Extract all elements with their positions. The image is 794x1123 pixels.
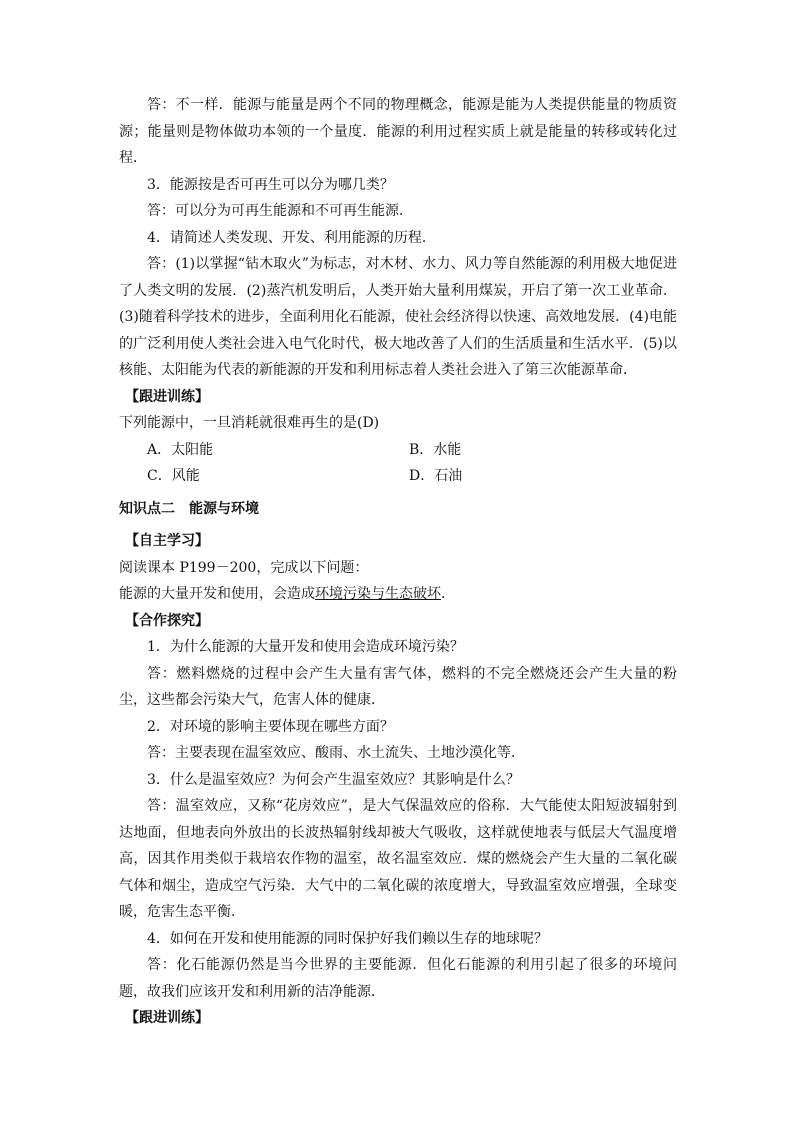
fill-connector: 与	[371, 586, 385, 602]
option-a: A．太阳能	[147, 441, 214, 458]
reading-instruction: 阅读课本 P199－200，完成以下问题：	[119, 559, 369, 576]
fill-blank-2: 生态破坏	[385, 586, 441, 602]
fill-suffix: .	[441, 586, 446, 602]
answer-q4: 答：(1)以掌握“钻木取火”为标志，对木材、水力、风力等自然能源的利用极大地促进了人类文明的发展．(2)蒸汽机发明后，人类开始大量利用煤炭，开启了第一次工业革命．(3)随着科学技术的进步，全面利用化石能源，使社会经济得以快速、高效地发展．(4)电能的广泛利用使人类社会进入电气化时代，极大地改善了人们的生活质量和生活水平．(5)以核能、太阳能为代表的新能源的开发和利用标志着人类社会进入了第三次能源革命．	[119, 256, 677, 378]
fill-blank-1: 环境污染	[315, 586, 371, 602]
k2-answer-1: 答：燃料燃烧的过程中会产生大量有害气体，燃料的不完全燃烧还会产生大量的粉尘，这些都会污染大气，危害人体的健康．	[119, 665, 677, 708]
cooperative-heading: 【合作探究】	[125, 612, 209, 629]
k2-question-3: 3．什么是温室效应？为何会产生温室效应？其影响是什么？	[147, 771, 520, 788]
k2-question-1: 1．为什么能源的大量开发和使用会造成环境污染？	[147, 639, 464, 655]
k2-answer-2: 答：主要表现在温室效应、酸雨、水土流失、土地沙漠化等．	[147, 745, 525, 761]
k2-answer-4: 答：化石能源仍然是当今世界的主要能源．但化石能源的利用引起了很多的环境问题，故我们应该开发和利用新的洁净能源．	[119, 957, 677, 1000]
mcq-options-row-1	[119, 437, 677, 464]
fill-in-sentence	[119, 581, 677, 608]
question-3: 3．能源按是否可再生可以分为哪几类？	[147, 176, 394, 193]
self-study-heading: 【自主学习】	[125, 533, 209, 549]
followup-heading-2: 【跟进训练】	[125, 1010, 209, 1026]
mcq-options-row-2	[119, 463, 677, 490]
knowledge-point-2-title: 知识点二 能源与环境	[119, 500, 259, 517]
k2-question-4: 4．如何在开发和使用能源的同时保护好我们赖以生存的地球呢？	[147, 930, 548, 947]
option-b: B．水能	[409, 441, 462, 458]
answer-q3: 答：可以分为可再生能源和不可再生能源．	[147, 203, 413, 219]
option-d: D．石油	[409, 468, 463, 484]
followup-heading-1: 【跟进训练】	[125, 388, 209, 405]
mcq-stem: 下列能源中，一旦消耗就很难再生的是(D)	[119, 415, 380, 431]
answer-q2: 答：不一样．能源与能量是两个不同的物理概念，能源是能为人类提供能量的物质资源；能量则是物体做功本领的一个量度．能源的利用过程实质上就是能量的转移或转化过程．	[119, 97, 677, 166]
question-4: 4．请简述人类发现、开发、利用能源的历程．	[147, 229, 436, 246]
document-body	[119, 92, 677, 1032]
fill-prefix: 能源的大量开发和使用，会造成	[119, 586, 315, 602]
option-c: C．风能	[147, 468, 200, 484]
k2-answer-3: 答：温室效应，又称“花房效应”，是大气保温效应的俗称．大气能使太阳短波辐射到达地面，但地表向外放出的长波热辐射线却被大气吸收，这样就使地表与低层大气温度增高，因其作用类似于栽培农作物的温室，故名温室效应．煤的燃烧会产生大量的二氧化碳气体和烟尘，造成空气污染．大气中的二氧化碳的浓度增大，导致温室效应增强，全球变暖，危害生态平衡．	[119, 798, 677, 920]
k2-question-2: 2．对环境的影响主要体现在哪些方面？	[147, 718, 394, 735]
